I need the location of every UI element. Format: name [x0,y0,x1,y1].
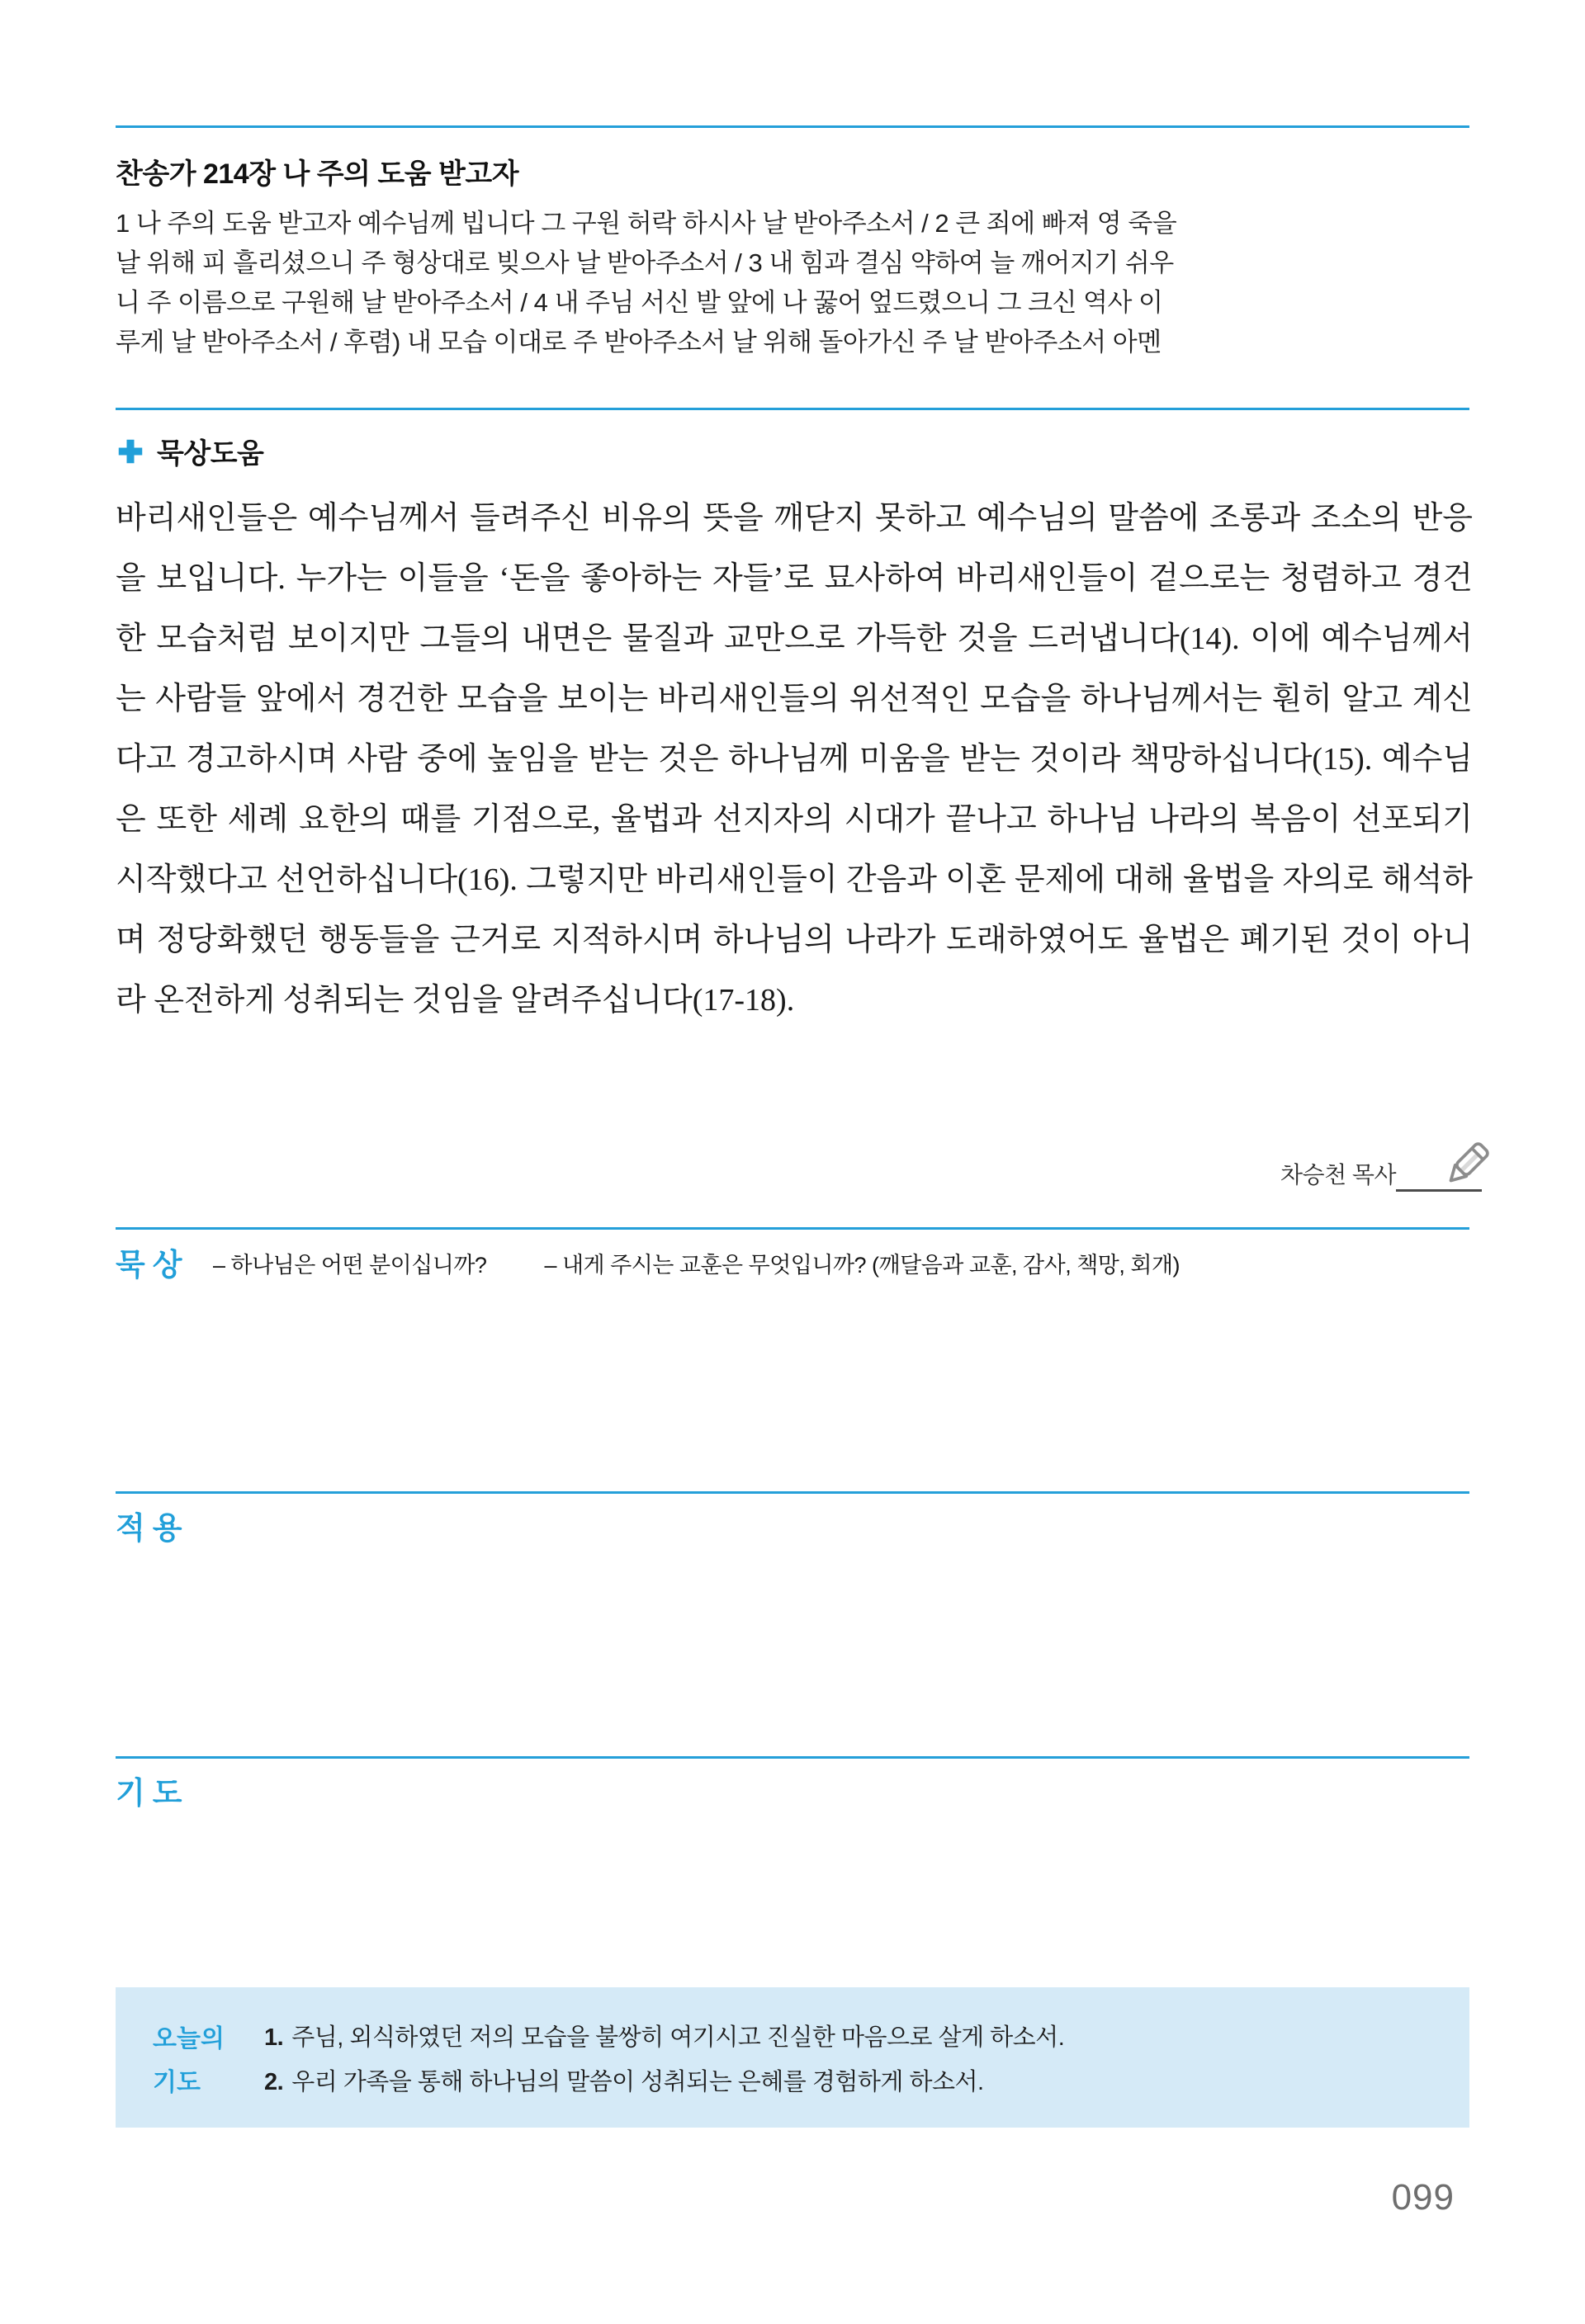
application-writing-area [116,1552,1469,1750]
meditation-section-divider [116,1227,1469,1230]
meditation-writing-area [116,1287,1469,1486]
application-section-divider [116,1491,1469,1494]
prayer-item [264,2060,1064,2104]
today-prayer-label-line1: 오늘의 [153,2025,225,2052]
prayer-label: 기도 [116,1776,190,1810]
pencil-icon [1439,1136,1495,1193]
meditation-help-title: 묵상도움 [157,438,264,470]
prayer-item [264,2015,1064,2060]
meditation-label: 묵상 [116,1248,190,1282]
prayer-item-number: 1. [264,2024,284,2051]
meditation-help-header [116,431,263,471]
plus-icon [116,437,145,466]
meditation-question-1: – 하나님은 어떤 분이십니까? [213,1253,487,1278]
prayer-writing-area [116,1816,1469,1981]
lyrics-line: 니 주 이름으로 구원해 날 받아주소서 / 4 내 주님 서신 발 앞에 나 꿇어 엎드렸으니 그 크신 역사 이 [116,288,1163,317]
signature-line [1396,1161,1482,1192]
application-label: 적용 [116,1511,190,1545]
lyrics-line: 1 나 주의 도움 받고자 예수님께 빕니다 그 구원 허락 하시사 날 받아주소서 / 2 큰 죄에 빠져 영 죽을 [116,209,1177,238]
prayer-item-text: 주님, 외식하였던 저의 모습을 불쌍히 여기시고 진실한 마음으로 살게 하소서. [291,2024,1065,2051]
prayer-section-divider [116,1756,1469,1759]
lyrics-line: 날 위해 피 흘리셨으니 주 형상대로 빚으사 날 받아주소서 / 3 내 힘과 결심 약하여 늘 깨어지기 쉬우 [116,248,1174,277]
section-divider [116,408,1469,410]
today-prayer-box [116,1987,1469,2128]
prayer-item-text: 우리 가족을 통해 하나님의 말씀이 성취되는 은혜를 경험하게 하소서. [291,2069,984,2095]
today-prayer-label-line2: 기도 [153,2069,201,2096]
today-prayer-label [153,2017,225,2104]
hymn-title: 찬송가 214장 나 주의 도움 받고자 [116,158,519,190]
page-number: 099 [1391,2177,1455,2218]
author-name: 차승천 목사 [1280,1162,1396,1188]
meditation-questions [213,1247,1180,1279]
hymn-lyrics [116,204,1478,362]
author-credit [1280,1157,1482,1192]
prayer-item-number: 2. [264,2069,284,2095]
top-divider [116,125,1469,128]
today-prayer-items [264,2015,1064,2104]
lyrics-line: 루게 날 받아주소서 / 후렴) 내 모습 이대로 주 받아주소서 날 위해 돌아가신 주 날 받아주소서 아멘 [116,328,1162,357]
meditation-question-2: – 내게 주시는 교훈은 무엇입니까? (깨달음과 교훈, 감사, 책망, 회개) [544,1253,1180,1278]
meditation-help-body: 바리새인들은 예수님께서 들려주신 비유의 뜻을 깨닫지 못하고 예수님의 말씀에 조롱과 조소의 반응을 보입니다. 누가는 이들을 ‘돈을 좋아하는 자들’로 묘사하여 바리새인들이 겉으로는 청렴하고 경건한 모습처럼 보이지만 그들의 내면은 물질과 교만으로 가득한 것을 드러냅니다(14). 이에 예수님께서는 사람들 앞에서 경건한 모습을 보이는 바리새인들의 위선적인 모습을 하나님께서는 훤히 알고 계신다고 경고하시며 사람 중에 높임을 받는 것은 하나님께 미움을 받는 것이라 책망하십니다(15). 예수님은 또한 세례 요한의 때를 기점으로, 율법과 선지자의 시대가 끝나고 하나님 나라의 복음이 선포되기 시작했다고 선언하십니다(16). 그렇지만 바리새인들이 간음과 이혼 문제에 대해 율법을 자의로 해석하며 정당화했던 행동들을 근거로 지적하시며 하나님의 나라가 도래하였어도 율법은 폐기된 것이 아니라 온전하게 성취되는 것임을 알려주십니다(17-18). [116,501,1473,1018]
